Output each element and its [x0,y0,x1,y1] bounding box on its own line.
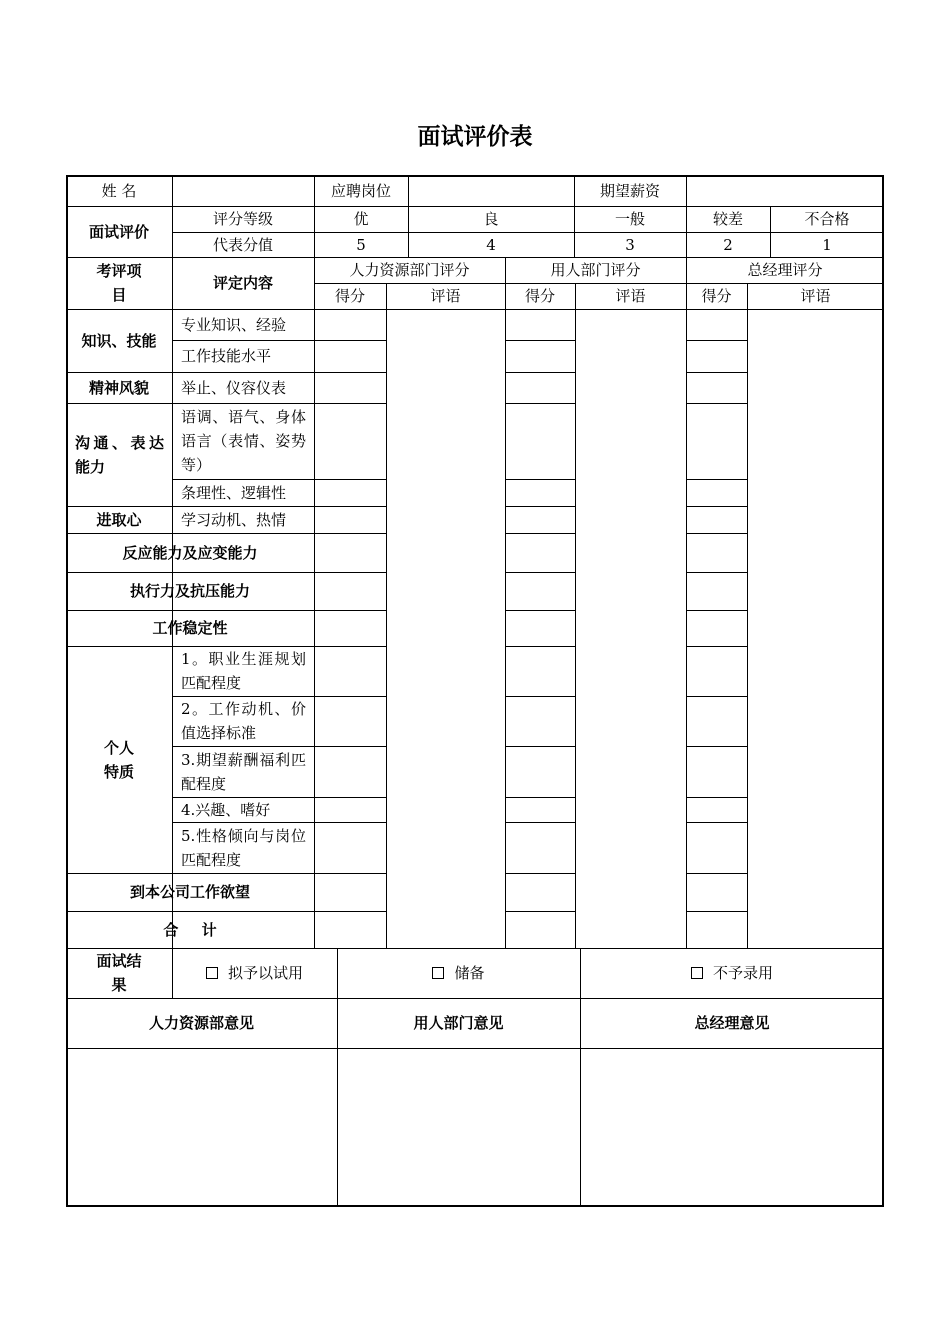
score-2: 2 [723,235,733,254]
hr-opinion-header: 人力资源部意见 [148,1014,254,1032]
row-line [686,746,747,747]
row-line [505,746,575,747]
name-label: 姓 名 [101,181,137,200]
col-line [575,283,576,948]
row-line [505,696,575,697]
item-personality-match: 5.性格倾向与岗位匹配程度 [181,826,306,869]
grade-excellent: 优 [353,210,369,228]
dept-comment-col: 评语 [615,287,646,305]
row-line [686,506,747,507]
row-line [686,372,747,373]
name-value[interactable] [172,175,314,206]
row-line [686,572,747,573]
row-line [686,822,747,823]
result-option-reject[interactable] [580,948,884,998]
result-option-reserve[interactable] [337,948,580,998]
dept-opinion-field[interactable] [337,1048,580,1206]
hr-score-header: 人力资源部门评分 [349,261,470,279]
item-appearance: 举止、仪容仪表 [181,378,287,397]
gm-score-col: 得分 [701,287,732,305]
category-spirit: 精神风貌 [88,378,149,397]
rating-section-label: 面试评价 [88,222,149,241]
row-line [686,696,747,697]
category-drive: 进取心 [96,510,142,529]
row-line [505,572,575,573]
result-label: 面试结果 [96,952,142,994]
item-learning-motivation: 学习动机、热情 [181,510,287,529]
dept-score-col: 得分 [524,287,555,305]
row-line [505,372,575,373]
row-line [686,610,747,611]
category-execution: 执行力及抗压能力 [129,582,250,600]
col-line [505,257,506,948]
position-value[interactable] [408,175,574,206]
checkbox-icon[interactable] [432,967,444,979]
item-work-skill: 工作技能水平 [181,347,272,365]
category-reaction: 反应能力及应变能力 [122,543,258,562]
category-stability: 工作稳定性 [152,619,228,637]
score-5: 5 [356,235,366,254]
item-work-motivation: 2。工作动机、价值选择标准 [181,700,306,742]
salary-value[interactable] [686,175,884,206]
row-line [505,506,575,507]
hr-opinion-field[interactable] [66,1048,337,1206]
item-career-plan: 1。职业生涯规划匹配程度 [181,650,306,692]
grade-good: 良 [483,210,499,228]
score-label: 代表分值 [212,235,273,254]
dept-score-header: 用人部门评分 [550,261,641,279]
row-line [686,646,747,647]
checkbox-icon[interactable] [206,967,218,979]
content-header: 评定内容 [212,274,273,292]
item-salary-match: 3.期望薪酬福利匹配程度 [181,750,306,793]
col-line [386,283,387,948]
result-option-reserve-label: 储备 [454,964,485,982]
gm-score-header: 总经理评分 [747,261,823,279]
score-3: 3 [625,235,635,254]
row-line [686,533,747,534]
grade-fail: 不合格 [804,210,850,228]
row-line [505,822,575,823]
category-header: 考评项目 [96,262,142,304]
row-line [505,403,575,404]
dept-opinion-header: 用人部门意见 [413,1014,504,1032]
col-line [747,283,748,948]
grade-average: 一般 [614,210,645,228]
category-personal: 个人特质 [103,738,134,781]
gm-comment-col: 评语 [800,287,831,305]
row-line [505,479,575,480]
row-line [505,610,575,611]
row-line [505,340,575,341]
item-knowledge-experience: 专业知识、经验 [181,315,287,334]
category-communication: 沟通、表达能力 [75,433,164,476]
category-desire: 到本公司工作欲望 [129,883,250,901]
hr-comment-col: 评语 [430,287,461,305]
category-knowledge: 知识、技能 [81,331,157,350]
item-logic: 条理性、逻辑性 [181,483,287,502]
gm-opinion-field[interactable] [580,1048,884,1206]
score-1: 1 [822,235,832,254]
hr-score-col: 得分 [334,287,365,305]
row-line [686,797,747,798]
category-total: 合 计 [163,920,217,939]
gm-opinion-header: 总经理意见 [694,1014,770,1032]
row-line [686,403,747,404]
grade-poor: 较差 [712,210,743,228]
row-line [686,340,747,341]
position-label: 应聘岗位 [330,181,391,200]
row-line [686,479,747,480]
grade-label: 评分等级 [212,210,273,228]
row-line [505,873,575,874]
row-line [686,911,747,912]
result-option-reject-label: 不予录用 [712,964,773,982]
result-option-trial[interactable] [172,948,337,998]
row-line [686,873,747,874]
item-tone-body-language: 语调、语气、身体语言（表情、姿势等） [181,408,306,474]
result-option-trial-label: 拟予以试用 [227,964,303,982]
checkbox-icon[interactable] [691,967,703,979]
row-line [505,646,575,647]
salary-label: 期望薪资 [599,181,660,200]
item-interests: 4.兴趣、嗜好 [181,800,271,819]
score-4: 4 [486,235,496,254]
page-title: 面试评价表 [417,124,533,150]
row-line [505,533,575,534]
row-line [505,797,575,798]
row-line [505,911,575,912]
